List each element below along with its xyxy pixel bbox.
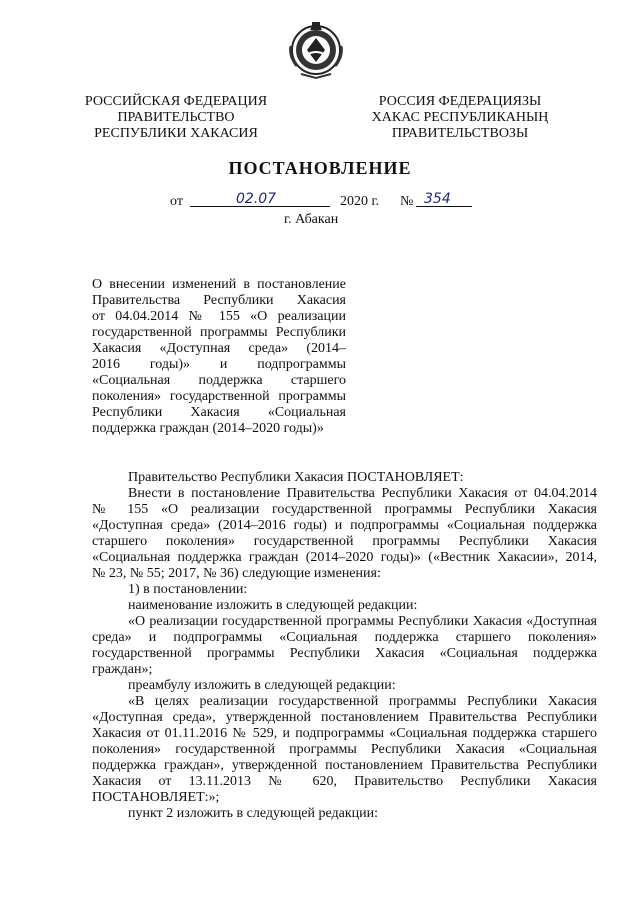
body-line: среда» и подпрограммы «Социальная поддержка старшего поколения»: [92, 630, 597, 645]
body-line: государственной программы Республики Хакасия «Социальная поддержка: [92, 646, 597, 661]
subject-line: государственной программы Республики: [92, 325, 346, 340]
subject-line: поддержка граждан (2014–2020 годы)»: [92, 421, 324, 436]
body-line: преамбулу изложить в следующей редакции:: [128, 678, 396, 693]
header-left-line: ПРАВИТЕЛЬСТВО: [117, 110, 235, 125]
subject-line: Правительства Республики Хакасия: [92, 293, 346, 308]
date-handwritten: 02.07: [236, 191, 277, 207]
subject-line: О внесении изменений в постановление: [92, 277, 346, 292]
body-line: «В целях реализации государственной программы Республики Хакасия: [128, 694, 597, 709]
body-line: «Доступная среда», утвержденной постановлением Правительства Республики: [92, 710, 597, 725]
body-line: «Доступная среда» (2014–2016 годы) и подпрограммы «Социальная поддержка: [92, 518, 597, 533]
subject-line: 2016 годы)» и подпрограммы: [92, 357, 346, 372]
subject-line: Республики Хакасия «Социальная: [92, 405, 346, 420]
body-line: Хакасия от 13.11.2013 № 620, Правительство Республики Хакасия: [92, 774, 597, 789]
body-line: пункт 2 изложить в следующей редакции:: [128, 806, 378, 821]
header-left-line: РОССИЙСКАЯ ФЕДЕРАЦИЯ: [84, 94, 268, 109]
year-label: 2020 г.: [340, 194, 380, 209]
number-label: №: [400, 194, 414, 209]
subject-line: от 04.04.2014 № 155 «О реализации: [92, 309, 346, 324]
header-right-line: РОССИЯ ФЕДЕРАЦИЯЗЫ: [378, 94, 542, 109]
city-label: г. Абакан: [284, 212, 339, 227]
body-line: наименование изложить в следующей редакции:: [128, 598, 418, 613]
date-number-line: [0, 191, 640, 214]
from-label: от: [170, 194, 183, 209]
body-line: Хакасия от 01.11.2016 № 529, и подпрограммы «Социальная поддержка старшего: [92, 726, 597, 741]
body-line: «Социальная поддержка граждан (2014–2020 годы)» («Вестник Хакасии», 2014,: [92, 550, 597, 565]
document-body: [92, 470, 597, 822]
number-handwritten: 354: [424, 191, 451, 207]
header-right-line: ХАКАС РЕСПУБЛИКАНЫҢ: [371, 110, 549, 125]
subject-line: «Социальная поддержка старшего: [92, 373, 346, 388]
body-line: «О реализации государственной программы Республики Хакасия «Доступная: [128, 614, 597, 629]
document-title: ПОСТАНОВЛЕНИЕ: [228, 158, 412, 178]
body-line: поколения» государственной программы Республики Хакасия «Социальная: [92, 742, 597, 757]
header-right-block: [362, 94, 558, 142]
body-line: № 155 «О реализации государственной программы Республики Хакасия: [92, 502, 597, 517]
subject-line: Хакасия «Доступная среда» (2014–: [92, 341, 346, 356]
body-line: старшего поколения» государственной программы Республики Хакасия: [92, 534, 597, 549]
body-line: Правительство Республики Хакасия ПОСТАНОВЛЯЕТ:: [128, 470, 464, 485]
coat-of-arms-emblem: [283, 16, 349, 82]
body-line: ПОСТАНОВЛЯЕТ:»;: [92, 790, 220, 805]
body-line: Внести в постановление Правительства Республики Хакасия от 04.04.2014: [128, 486, 597, 501]
header-left-block: [78, 94, 274, 142]
subject-line: поколения» государственной программы: [92, 389, 346, 404]
body-line: 1) в постановлении:: [128, 582, 248, 597]
subject-block: [92, 277, 346, 437]
body-line: поддержка граждан», утвержденной постановлением Правительства Республики: [92, 758, 597, 773]
body-line: граждан»;: [92, 662, 153, 677]
header-right-line: ПРАВИТЕЛЬСТВОЗЫ: [391, 126, 529, 141]
header-left-line: РЕСПУБЛИКИ ХАКАСИЯ: [94, 126, 258, 141]
body-line: № 23, № 55; 2017, № 36) следующие изменения:: [92, 566, 381, 581]
